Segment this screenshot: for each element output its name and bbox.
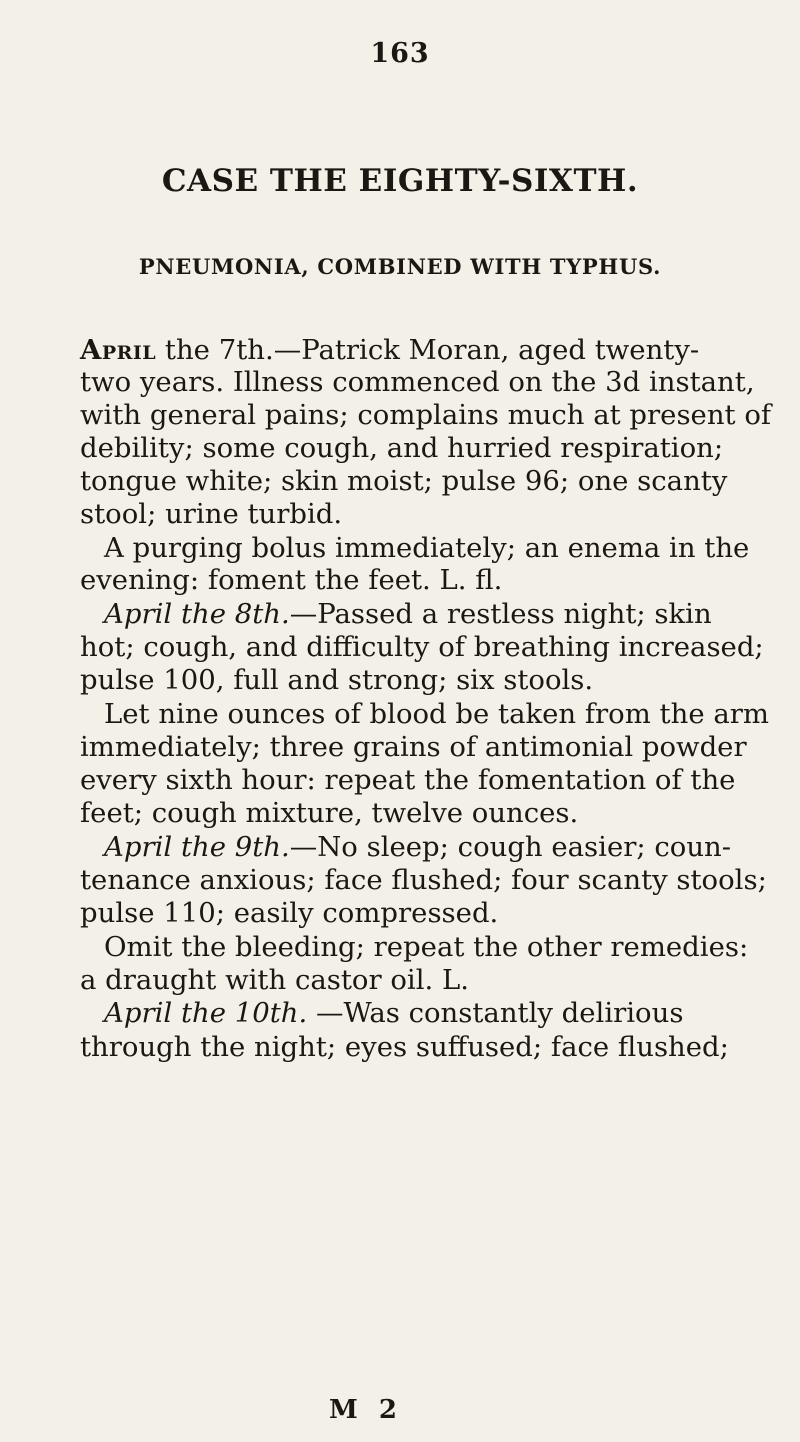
body-line: debility; some cough, and hurried respiration; [80,432,724,464]
body-line: tenance anxious; face flushed; four scanty stools; [80,864,767,896]
body-text-segment: the 7th.—Patrick Moran, aged twenty- [156,334,700,366]
body-line: feet; cough mixture, twelve ounces. [80,797,579,829]
entry-date: April the 9th. [104,831,290,863]
body-line: pulse 100, full and strong; six stools. [80,664,594,696]
signature-mark: M 2 [329,1395,403,1425]
case-subheading: PNEUMONIA, COMBINED WITH TYPHUS. [138,254,662,279]
body-line: tongue white; skin moist; pulse 96; one scanty [80,465,728,497]
entry-date: April the 8th. [104,598,290,630]
date-lead: April [80,334,157,366]
body-line: pulse 110; easily compressed. [80,897,499,929]
body-line: with general pains; complains much at present of [80,399,772,431]
body-line: hot; cough, and difficulty of breathing increased; [80,631,764,663]
body-line [80,334,720,366]
entry-date: April the 10th. [104,997,308,1029]
body-line [104,598,744,630]
body-line: immediately; three grains of antimonial powder [80,731,747,763]
body-line: stool; urine turbid. [80,498,343,530]
body-text-segment: —Passed a restless night; skin [289,598,712,630]
body-line: two years. Illness commenced on the 3d instant, [80,366,755,398]
body-text-segment: —No sleep; cough easier; coun- [289,831,732,863]
body-line: through the night; eyes suffused; face flushed; [80,1031,729,1063]
case-heading: CASE THE EIGHTY-SIXTH. [161,163,639,199]
body-line: every sixth hour: repeat the fomentation of the [80,764,736,796]
page-number: 163 [370,38,430,69]
body-line: evening: foment the feet. L. fl. [80,564,503,596]
body-line: Omit the bleeding; repeat the other remedies: [104,931,749,963]
body-line: A purging bolus immediately; an enema in the [104,532,750,564]
body-text-segment: —Was constantly delirious [307,997,684,1029]
body-line [104,831,744,863]
body-line: a draught with castor oil. L. [80,964,469,996]
body-line [104,997,744,1029]
body-line: Let nine ounces of blood be taken from the arm [104,698,769,730]
